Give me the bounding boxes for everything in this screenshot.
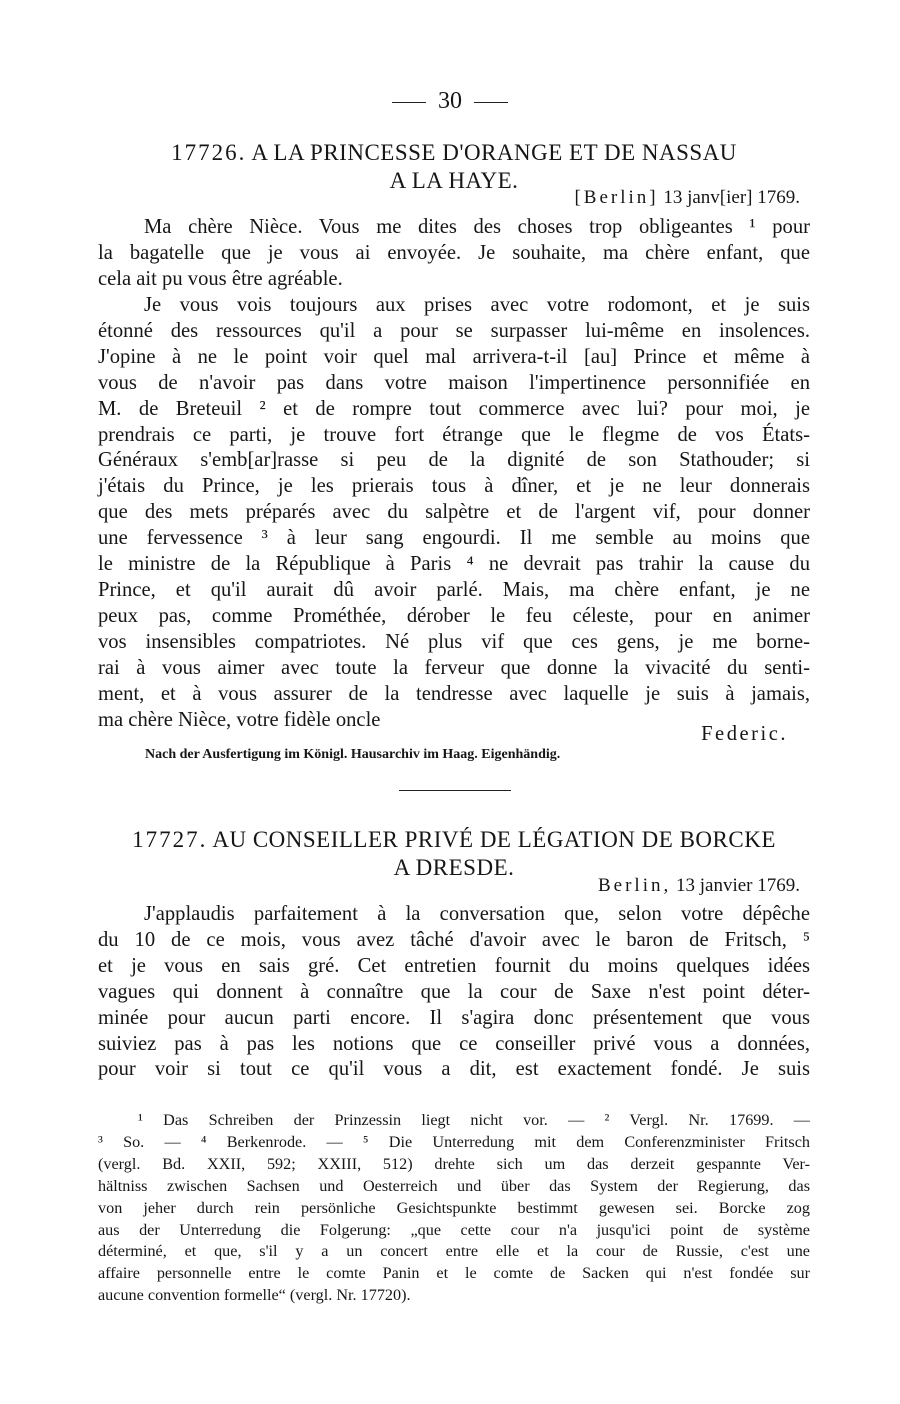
text-line: vagues qui donnent à connaître que la cour de Saxe n'est point déter- — [98, 980, 810, 1003]
text-line: Prince, et qu'il aurait dû avoir parlé. Mais, ma chère enfant, je ne — [98, 578, 810, 601]
letter1-dateline-date: 13 janv[ier] 1769. — [663, 187, 800, 208]
text-line: du 10 de ce mois, vous avez tâché d'avoir avec le baron de Fritsch, ⁵ — [98, 928, 810, 951]
letter2-number: 17727. — [132, 827, 208, 852]
text-line: le ministre de la République à Paris ⁴ ne devrait pas trahir la cause du — [98, 553, 810, 576]
footnote-line: (vergl. Bd. XXII, 592; XXIII, 512) drehte sich um das derzeit gespannte Ver- — [98, 1154, 810, 1173]
footnote-line: von jeher durch rein persönliche Gesichtspunkte bestimmt gewesen sei. Borcke zog — [98, 1198, 810, 1217]
text-line: minée pour aucun parti encore. Il s'agira donc présentement que vous — [98, 1006, 810, 1029]
text-line: cela ait pu vous être agréable. — [98, 267, 343, 290]
footnote-line: hältniss zwischen Sachsen und Oesterreich und über das System der Regierung, das — [98, 1176, 810, 1195]
text-line: suiviez pas à pas les notions que ce conseiller privé vous a données, — [98, 1032, 810, 1055]
letter2-dateline-date: 13 janvier 1769. — [675, 875, 800, 896]
page-number: 30 — [0, 86, 900, 116]
text-line: J'opine à ne le point voir quel mal arrivera-t-il [au] Prince et même à — [98, 345, 810, 368]
footnote-line: ³ So. — ⁴ Berkenrode. — ⁵ Die Unterredung mit dem Conferenzminister Fritsch — [98, 1132, 810, 1151]
footnote-line: affaire personnelle entre le comte Panin et le comte de Sacken qui n'est fondée sur — [98, 1264, 810, 1283]
text-line: et je vous en sais gré. Cet entretien fournit du moins quelques idées — [98, 954, 810, 977]
letter1-heading-line1: A LA PRINCESSE D'ORANGE ET DE NASSAU — [251, 140, 737, 165]
text-line: Ma chère Nièce. Vous me dites des choses trop obligeantes ¹ pour — [144, 216, 810, 238]
text-line: que des mets préparés avec du salpètre et de l'argent vif, pour donner — [98, 501, 810, 524]
footnote-line: aucune convention formelle“ (vergl. Nr. 17720). — [98, 1286, 411, 1305]
text-line: Je vous vois toujours aux prises avec votre rodomont, et je suis — [144, 294, 810, 316]
letter1-source-note: Nach der Ausfertigung im Königl. Hausarchiv im Haag. Eigenhändig. — [145, 747, 561, 762]
letter1-signature: Federic. — [701, 723, 788, 745]
letter1-paragraph-1 — [98, 215, 810, 293]
letter1-number: 17726. — [171, 140, 247, 165]
letter1-dateline — [574, 186, 800, 210]
page-number-rule-left — [392, 102, 426, 103]
text-line: peux pas, comme Prométhée, dérober le feu céleste, pour en animer — [98, 604, 810, 627]
text-line: une fervessence ³ à leur sang engourdi. Il me semble au moins que — [98, 527, 810, 550]
text-line: j'étais du Prince, je les prierais tous à dîner, et je ne leur donnerais — [98, 475, 810, 498]
letter1-dateline-place: [Berlin] — [574, 187, 659, 208]
text-line: M. de Breteuil ² et de rompre tout commerce avec lui? pour moi, je — [98, 397, 810, 420]
letter2-dateline-place: Berlin, — [597, 875, 672, 896]
text-line: Généraux s'emb[ar]rasse si peu de la dignité de son Stathouder; si — [98, 449, 810, 472]
footnote-line: aus der Unterredung die Folgerung: „que cette cour n'a jusqu'ici point de système — [98, 1220, 810, 1239]
text-line: rai à vous aimer avec toute la ferveur que donne la vivacité du senti- — [98, 656, 810, 679]
text-line: la bagatelle que je vous ai envoyée. Je souhaite, ma chère enfant, que — [98, 241, 810, 264]
footnote-line: ¹ Das Schreiben der Prinzessin liegt nicht vor. — ² Vergl. Nr. 17699. — — [138, 1111, 810, 1129]
letter2-heading-line2: A DRESDE. — [393, 855, 515, 880]
text-line: vous de n'avoir pas dans votre maison l'impertinence personnifiée en — [98, 371, 810, 394]
text-line: prendrais ce parti, je trouve fort étrange que le flegme de vos États- — [98, 423, 810, 446]
text-line: J'applaudis parfaitement à la conversation que, selon votre dépêche — [144, 903, 810, 925]
section-divider — [399, 790, 511, 791]
letter1-heading-line2: A LA HAYE. — [389, 168, 519, 193]
footnotes — [98, 1110, 810, 1307]
letter2-dateline — [598, 874, 800, 898]
text-line: ment, et à vous assurer de la tendresse avec laquelle je suis à jamais, — [98, 682, 810, 705]
page-number-rule-right — [474, 102, 508, 103]
letter2-paragraph-1 — [98, 902, 810, 1083]
text-line: vos insensibles compatriotes. Né plus vif que ces gens, je me borne- — [98, 630, 810, 653]
footnote-line: déterminé, et que, s'il y a un concert entre elle et la cour de Russie, c'est une — [98, 1242, 810, 1261]
text-line: pour voir si tout ce qu'il vous a dit, est exactement fondé. Je suis — [98, 1058, 810, 1081]
letter1-paragraph-2 — [98, 293, 810, 733]
text-line: étonné des ressources qu'il a pour se surpasser lui-même en insolences. — [98, 319, 810, 342]
text-line: ma chère Nièce, votre fidèle oncle — [98, 708, 381, 731]
letter2-heading-line1: AU CONSEILLER PRIVÉ DE LÉGATION DE BORCKE — [212, 827, 776, 852]
